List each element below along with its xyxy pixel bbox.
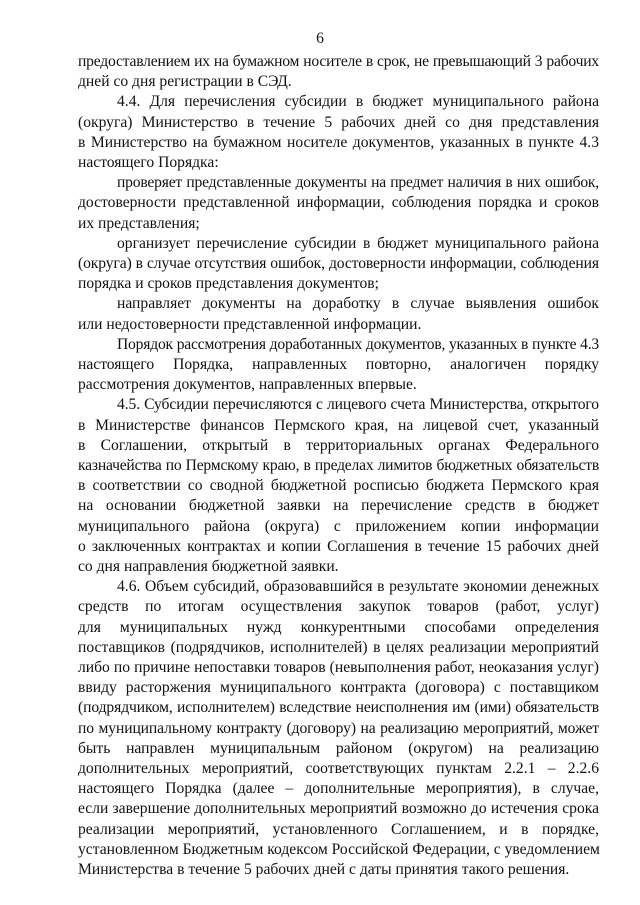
text-line: рассмотрения документов, направленных впервые.: [78, 376, 417, 394]
text-line: (округа) Министерство в течение 5 рабочих дней со дня представления: [78, 113, 599, 131]
text-line: в соответствии со сводной бюджетной росписью бюджета Пермского края: [78, 477, 599, 495]
text-line: установленном Бюджетным кодексом Российской Федерации, с уведомлением: [78, 840, 600, 858]
text-line: со дня направления бюджетной заявки.: [78, 558, 339, 575]
text-line: 4.6. Объем субсидий, образовавшийся в результате экономии денежных: [117, 578, 599, 596]
text-line: 4.4. Для перечисления субсидии в бюджет муниципального района: [117, 93, 599, 111]
text-line: организует перечисление субсидии в бюджет муниципального района: [117, 234, 599, 252]
page-number: 6: [316, 30, 324, 47]
text-line: или недостоверности представленной информации.: [78, 315, 422, 333]
text-line: направляет документы на доработку в случае выявления ошибок: [117, 295, 599, 313]
text-line: предоставлением их на бумажном носителе в срок, не превышающий 3 рабочих: [78, 53, 599, 70]
text-line: Министерства в течение 5 рабочих дней с даты принятия такого решения.: [78, 861, 570, 878]
text-line: в Министерство на бумажном носителе документов, указанных в пункте 4.3: [78, 133, 599, 151]
text-line: (округа) в случае отсутствия ошибок, достоверности информации, соблюдения: [78, 255, 599, 272]
text-line: реализации мероприятий, установленного Соглашением, и в порядке,: [78, 820, 599, 838]
text-line: о заключенных контрактах и копии Соглашения в течение 15 рабочих дней: [78, 537, 599, 555]
text-line: их представления;: [78, 214, 200, 232]
text-line: дополнительных мероприятий, соответствующих пунктам 2.2.1 – 2.2.6: [78, 760, 599, 777]
text-line: в Соглашении, открытый в территориальных органах Федерального: [78, 436, 599, 454]
text-line: на основании бюджетной заявки на перечисление средств в бюджет: [78, 497, 599, 515]
text-line: достоверности представленной информации, соблюдения порядка и сроков: [78, 194, 599, 212]
text-line: в Министерстве финансов Пермского края, на лицевой счет, указанный: [78, 416, 599, 434]
text-line: казначейства по Пермскому краю, в пределах лимитов бюджетных обязательств: [78, 457, 599, 474]
text-line: либо по причине непоставки товаров (невыполнения работ, неоказания услуг): [78, 659, 599, 676]
text-line: (подрядчиком, исполнителем) вследствие неисполнения им (ими) обязательств: [78, 699, 599, 717]
text-line: ввиду расторжения муниципального контракта (договора) с поставщиком: [78, 679, 599, 697]
text-line: быть направлен муниципальным районом (округом) на реализацию: [78, 739, 599, 757]
text-line: муниципального района (округа) с приложением копии информации: [78, 517, 599, 535]
text-line: проверяет представленные документы на предмет наличия в них ошибок,: [117, 174, 599, 192]
text-line: настоящего Порядка:: [78, 154, 219, 171]
text-line: порядка и сроков представления документов;: [78, 275, 379, 293]
text-line: поставщиков (подрядчиков, исполнителей) в целях реализации мероприятий: [78, 638, 599, 656]
text-line: по муниципальному контракту (договору) на реализацию мероприятий, может: [78, 719, 599, 737]
text-line: 4.5. Субсидии перечисляются с лицевого счета Министерства, открытого: [117, 396, 599, 414]
text-line: Порядок рассмотрения доработанных документов, указанных в пункте 4.3: [117, 335, 599, 353]
text-line: если завершение дополнительных мероприятий возможно до истечения срока: [78, 800, 599, 818]
text-line: настоящего Порядка, направленных повторно, аналогичен порядку: [78, 356, 599, 373]
text-line: настоящего Порядка (далее – дополнительные мероприятия), в случае,: [78, 780, 599, 798]
text-line: средств по итогам осуществления закупок товаров (работ, услуг): [78, 598, 599, 616]
text-line: дней со дня регистрации в СЭД.: [78, 73, 292, 91]
text-line: для муниципальных нужд конкурентными способами определения: [78, 618, 599, 636]
